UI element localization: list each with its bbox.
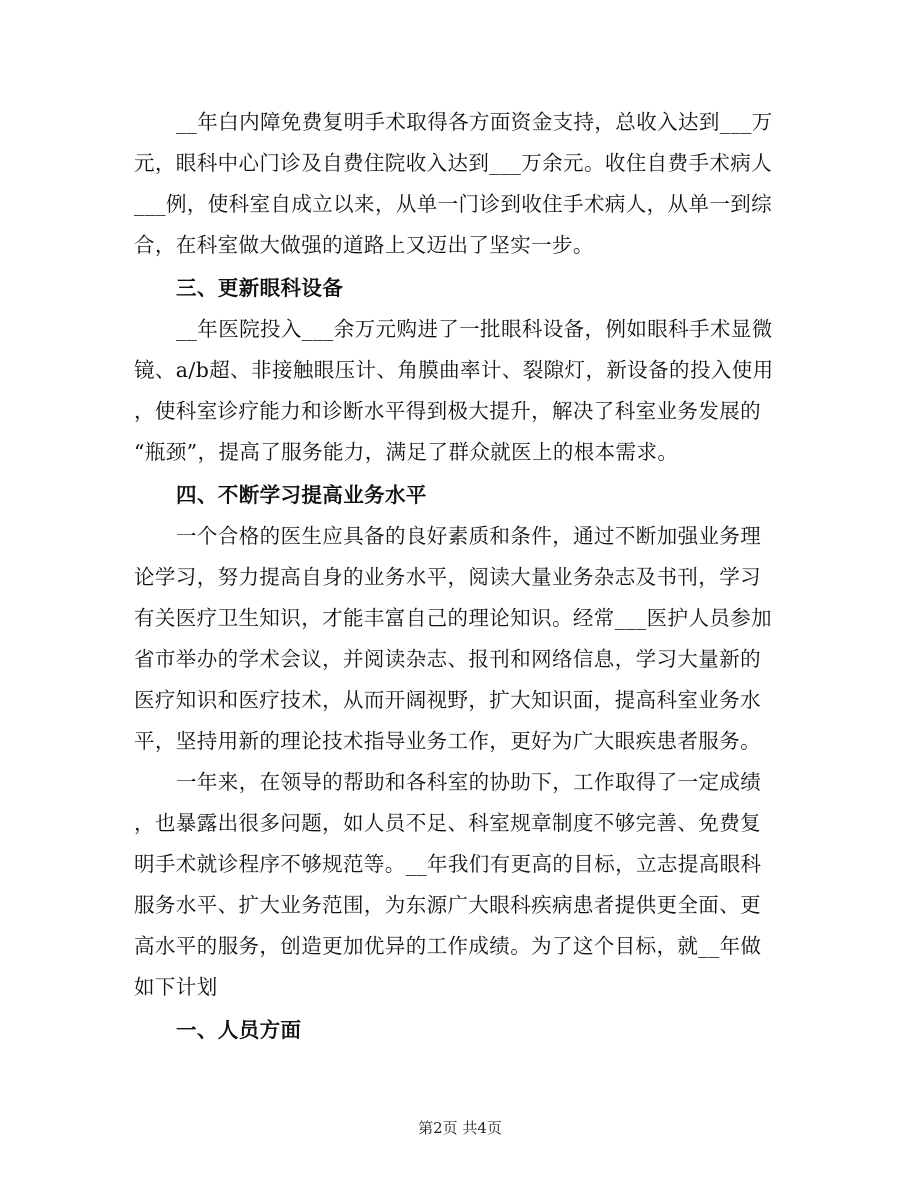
paragraph-line: 论学习，努力提高自身的业务水平，阅读大量业务杂志及书刊，学习: [134, 565, 761, 589]
paragraph-line: __年白内障免费复明手术取得各方面资金支持，总收入达到___万: [176, 110, 773, 134]
section-heading-staffing: 一、人员方面: [176, 1018, 302, 1042]
paragraph-line: 平，坚持用新的理论技术指导业务工作，更好为广大眼疾患者服务。: [134, 729, 761, 753]
paragraph-line: __年医院投入___余万元购进了一批眼科设备，例如眼科手术显微: [176, 317, 773, 341]
paragraph-line: 一个合格的医生应具备的良好素质和条件，通过不断加强业务理: [176, 524, 762, 548]
paragraph-funding: [134, 102, 784, 266]
paragraph-line: 服务水平、扩大业务范围，为东源广大眼科疾病患者提供更全面、更: [134, 893, 761, 917]
paragraph-line: 镜、a/b超、非接触眼压计、角膜曲率计、裂隙灯，新设备的投入使用: [134, 358, 774, 382]
paragraph-line: 明手术就诊程序不够规范等。__年我们有更高的目标，立志提高眼科: [134, 852, 762, 876]
section-heading-equipment: 三、更新眼科设备: [176, 276, 344, 300]
page-number-footer: 第2页 共4页: [418, 1119, 502, 1137]
paragraph-line: 一年来，在领导的帮助和各科室的协助下，工作取得了一定成绩: [176, 770, 762, 794]
paragraph-learning: [134, 516, 784, 762]
paragraph-line: “瓶颈”，提高了服务能力，满足了群众就医上的根本需求。: [134, 440, 679, 464]
paragraph-line: 高水平的服务，创造更加优异的工作成绩。为了这个目标，就__年做: [134, 934, 762, 958]
paragraph-equipment: [134, 309, 784, 473]
paragraph-line: 合，在科室做大做强的道路上又迈出了坚实一步。: [134, 233, 594, 257]
paragraph-line: 元，眼科中心门诊及自费住院收入达到___万余元。收住自费手术病人: [134, 151, 773, 175]
paragraph-line: 有关医疗卫生知识，才能丰富自己的理论知识。经常___医护人员参加: [134, 606, 773, 630]
paragraph-summary: [134, 762, 784, 1008]
section-heading-learning: 四、不断学习提高业务水平: [176, 483, 427, 507]
paragraph-line: ，使科室诊疗能力和诊断水平得到极大提升，解决了科室业务发展的: [134, 399, 761, 423]
paragraph-line: 省市举办的学术会议，并阅读杂志、报刊和网络信息，学习大量新的: [134, 647, 761, 671]
paragraph-line: ___例，使科室自成立以来，从单一门诊到收住手术病人，从单一到综: [134, 192, 773, 216]
document-body: [134, 102, 784, 1051]
paragraph-line: 医疗知识和医疗技术，从而开阔视野，扩大知识面，提高科室业务水: [134, 688, 761, 712]
paragraph-line: ，也暴露出很多问题，如人员不足、科室规章制度不够完善、免费复: [134, 811, 761, 835]
paragraph-line: 如下计划: [134, 975, 218, 999]
